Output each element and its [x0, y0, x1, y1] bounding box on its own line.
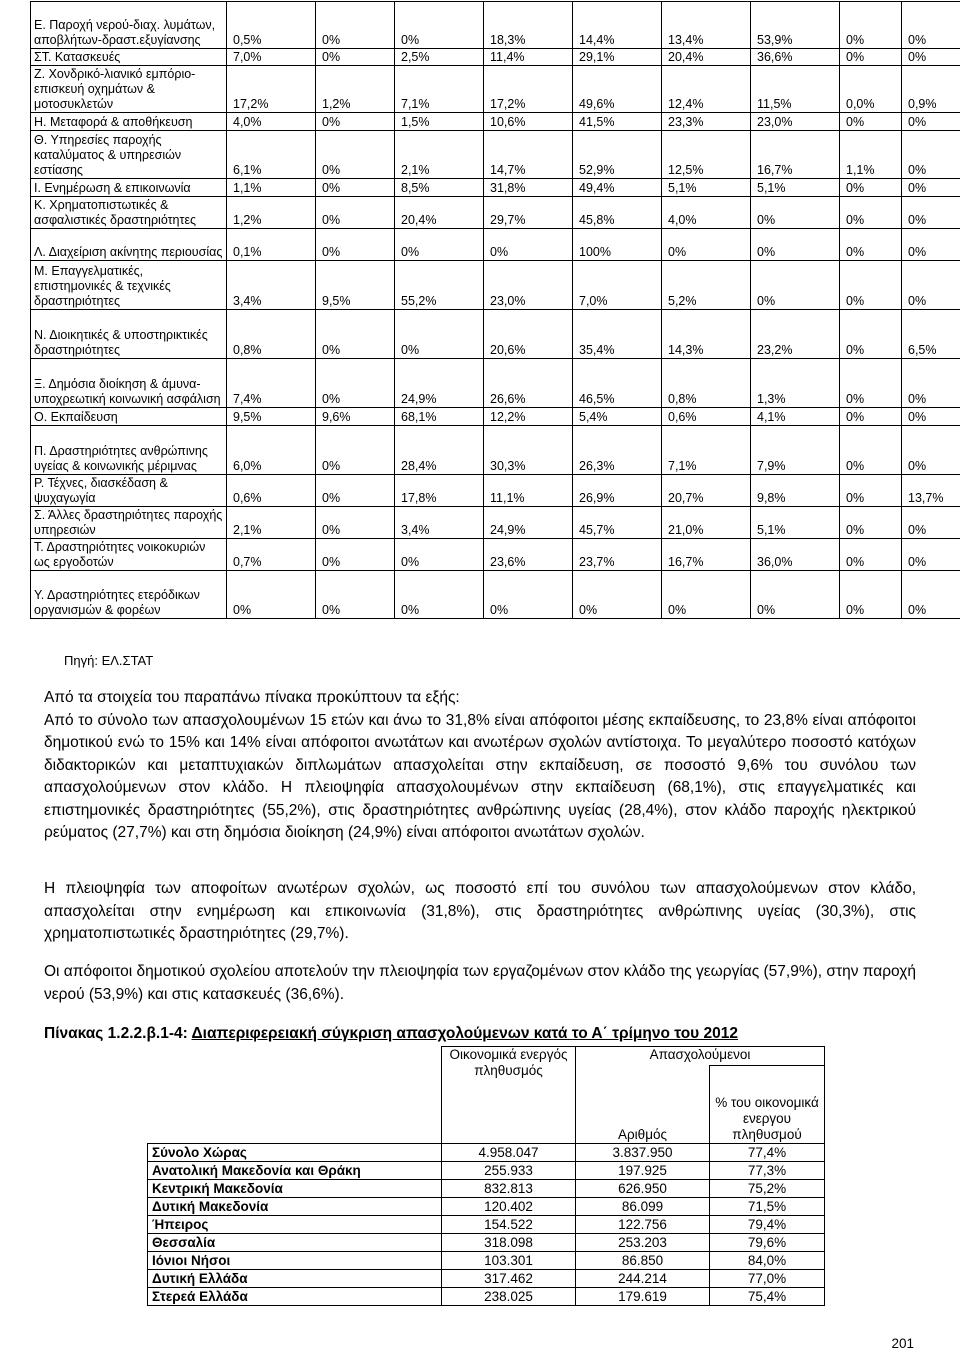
- percent-cell: 0%: [902, 426, 960, 475]
- paragraph-body: Από το σύνολο των απασχολουμένων 15 ετών και άνω το 31,8% είναι απόφοιτοι μέσης εκπαίδευσης, το 23,8% είναι απόφοιτοι δημοτικού ενώ το 15% και 14% είναι απόφοιτοι ανωτάτων και ανωτέρων σχολών αντίστοιχα. Το μεγαλύτερο ποσοστό κατόχων διδακτορικών και μεταπτυχιακών διπλωμάτων απασχολείται στην εκπαίδευση, σε ποσοστό 9,6% του συνόλου των απασχολούμενων στον κλάδο. Η πλειοψηφία απασχολουμένων στην εκπαίδευση (68,1%), στις επαγγελματικές και επιστημονικές δραστηριότητες (55,2%), στις δραστηριότητες ανθρώπινης υγείας (28,4%), στον κλάδο παροχής ηλεκτρικού ρεύματος (27,7%) και στη δημόσια διοίκηση (24,9%) είναι απόφοιτοι ανωτάτων σχολών.: [44, 711, 916, 841]
- percent-cell: 24,9%: [395, 359, 484, 408]
- percent-cell: 12,5%: [662, 131, 751, 179]
- percent-cell: 46,5%: [573, 359, 662, 408]
- percent-cell: 1,2%: [227, 197, 316, 229]
- table-row: [31, 179, 960, 197]
- percent-cell: 0%: [840, 49, 902, 66]
- sector-label: Ο. Εκπαίδευση: [31, 408, 227, 426]
- table-row: [31, 571, 960, 619]
- header-percent: % του οικονομικά ενεργου πληθυσμού: [710, 1066, 825, 1144]
- percent-cell: 11,5%: [751, 66, 840, 113]
- sector-label: Ι. Ενημέρωση & επικοινωνία: [31, 179, 227, 197]
- percent-cell: 13,4%: [662, 2, 751, 49]
- percent-cell: 49,6%: [573, 66, 662, 113]
- sector-label: Ε. Παροχή νερού-διαχ. λυμάτων, αποβλήτων-δραστ.εξυγίανσης: [31, 2, 227, 49]
- sector-label: Ζ. Χονδρικό-λιανικό εμπόριο-επισκευή οχημάτων & μοτοσυκλετών: [31, 66, 227, 113]
- percent-cell: 0%: [840, 229, 902, 261]
- percent-cell: 0%: [840, 261, 902, 310]
- percent-cell: 35,4%: [573, 310, 662, 359]
- table-row: [31, 539, 960, 571]
- header-blank-cell: [148, 1047, 442, 1144]
- percent-cell: 3,4%: [395, 507, 484, 539]
- percent-cell: 1,1%: [227, 179, 316, 197]
- percent-cell: 20,6%: [484, 310, 573, 359]
- sector-label: Ν. Διοικητικές & υποστηρικτικές δραστηριότητες: [31, 310, 227, 359]
- percent-cell: 6,5%: [902, 310, 960, 359]
- table-row: [31, 66, 960, 113]
- percent-cell: 7,1%: [662, 426, 751, 475]
- percent-cell: 0%: [662, 229, 751, 261]
- region-name: Στερεά Ελλάδα: [148, 1288, 442, 1306]
- active-population-cell: 238.025: [442, 1288, 576, 1306]
- percent-cell: 4,1%: [751, 408, 840, 426]
- percent-cell: 0%: [573, 571, 662, 619]
- table-row: [31, 131, 960, 179]
- percent-cell: 0%: [484, 571, 573, 619]
- percent-cell: 0%: [751, 571, 840, 619]
- percent-cell: 0%: [395, 571, 484, 619]
- sector-label: Λ. Διαχείριση ακίνητης περιουσίας: [31, 229, 227, 261]
- percent-cell: 14,7%: [484, 131, 573, 179]
- percent-cell: 14,4%: [573, 2, 662, 49]
- percent-cell: 23,6%: [484, 539, 573, 571]
- percent-cell: 0%: [316, 49, 395, 66]
- percent-cell: 0%: [840, 571, 902, 619]
- percent-cell: 1,3%: [751, 359, 840, 408]
- table-row: [31, 49, 960, 66]
- percent-cell: 26,3%: [573, 426, 662, 475]
- employed-number-cell: 3.837.950: [576, 1144, 710, 1162]
- percent-cell: 16,7%: [751, 131, 840, 179]
- percent-cell: 0%: [840, 179, 902, 197]
- table-row: [148, 1162, 825, 1180]
- employed-percent-cell: 77,4%: [710, 1144, 825, 1162]
- percent-cell: 0%: [902, 229, 960, 261]
- active-population-cell: 154.522: [442, 1216, 576, 1234]
- table-row: [148, 1288, 825, 1306]
- table-row: [31, 113, 960, 131]
- percent-cell: 0,6%: [227, 475, 316, 507]
- table-row: [31, 408, 960, 426]
- sector-label: Ξ. Δημόσια διοίκηση & άμυνα-υποχρεωτική κοινωνική ασφάλιση: [31, 359, 227, 408]
- percent-cell: 0%: [484, 229, 573, 261]
- percent-cell: 0%: [902, 359, 960, 408]
- percent-cell: 0%: [316, 179, 395, 197]
- percent-cell: 20,4%: [662, 49, 751, 66]
- percent-cell: 0%: [840, 359, 902, 408]
- percent-cell: 0%: [395, 539, 484, 571]
- percent-cell: 26,9%: [573, 475, 662, 507]
- percent-cell: 1,1%: [840, 131, 902, 179]
- active-population-cell: 318.098: [442, 1234, 576, 1252]
- region-name: Ιόνιοι Νήσοι: [148, 1252, 442, 1270]
- percent-cell: 36,6%: [751, 49, 840, 66]
- percent-cell: 5,1%: [751, 179, 840, 197]
- percent-cell: 0%: [902, 197, 960, 229]
- percent-cell: 7,1%: [395, 66, 484, 113]
- percent-cell: 0%: [902, 49, 960, 66]
- percent-cell: 53,9%: [751, 2, 840, 49]
- percent-cell: 100%: [573, 229, 662, 261]
- header-active-population: Οικονομικά ενεργός πληθυσμός: [442, 1047, 576, 1144]
- active-population-cell: 255.933: [442, 1162, 576, 1180]
- regional-comparison-table: [147, 1046, 825, 1306]
- sector-label: Η. Μεταφορά & αποθήκευση: [31, 113, 227, 131]
- employed-number-cell: 179.619: [576, 1288, 710, 1306]
- percent-cell: 12,4%: [662, 66, 751, 113]
- percent-cell: 20,4%: [395, 197, 484, 229]
- percent-cell: 8,5%: [395, 179, 484, 197]
- employed-percent-cell: 79,4%: [710, 1216, 825, 1234]
- sector-label: Τ. Δραστηριότητες νοικοκυριών ως εργοδοτών: [31, 539, 227, 571]
- percent-cell: 0%: [395, 310, 484, 359]
- percent-cell: 28,4%: [395, 426, 484, 475]
- percent-cell: 0%: [751, 229, 840, 261]
- table-row: [148, 1216, 825, 1234]
- table-row: [31, 426, 960, 475]
- table-row: [31, 197, 960, 229]
- percent-cell: 14,3%: [662, 310, 751, 359]
- percent-cell: 23,7%: [573, 539, 662, 571]
- percent-cell: 0%: [902, 571, 960, 619]
- active-population-cell: 832.813: [442, 1180, 576, 1198]
- percent-cell: 68,1%: [395, 408, 484, 426]
- percent-cell: 0%: [751, 261, 840, 310]
- percent-cell: 0,6%: [662, 408, 751, 426]
- percent-cell: 5,2%: [662, 261, 751, 310]
- table-source: Πηγή: ΕΛ.ΣΤΑΤ: [64, 653, 154, 668]
- percent-cell: 0%: [316, 113, 395, 131]
- table-caption: [44, 1025, 924, 1043]
- table-row: [31, 229, 960, 261]
- percent-cell: 0%: [840, 197, 902, 229]
- paragraph-primary-graduates: Οι απόφοιτοι δημοτικού σχολείου αποτελούν την πλειοψηφία των εργαζομένων στον κλάδο της γεωργίας (57,9%), στην παροχή νερού (53,9%) και στις κατασκευές (36,6%).: [44, 963, 916, 1003]
- sector-label: Ρ. Τέχνες, διασκέδαση & ψυχαγωγία: [31, 475, 227, 507]
- table-row: [31, 359, 960, 408]
- percent-cell: 29,7%: [484, 197, 573, 229]
- region-name: Κεντρική Μακεδονία: [148, 1180, 442, 1198]
- employed-number-cell: 197.925: [576, 1162, 710, 1180]
- percent-cell: 12,2%: [484, 408, 573, 426]
- paragraph-summary: [44, 687, 916, 845]
- percent-cell: 2,5%: [395, 49, 484, 66]
- percent-cell: 0%: [316, 426, 395, 475]
- employed-percent-cell: 84,0%: [710, 1252, 825, 1270]
- percent-cell: 0,8%: [662, 359, 751, 408]
- table-header-row: [148, 1047, 825, 1066]
- percent-cell: 36,0%: [751, 539, 840, 571]
- percent-cell: 0%: [316, 229, 395, 261]
- percent-cell: 0%: [662, 571, 751, 619]
- table-row: [31, 310, 960, 359]
- percent-cell: 9,5%: [316, 261, 395, 310]
- active-population-cell: 103.301: [442, 1252, 576, 1270]
- percent-cell: 0%: [840, 408, 902, 426]
- percent-cell: 0%: [316, 507, 395, 539]
- percent-cell: 0%: [395, 2, 484, 49]
- table-row: [148, 1144, 825, 1162]
- percent-cell: 17,8%: [395, 475, 484, 507]
- employed-percent-cell: 75,2%: [710, 1180, 825, 1198]
- percent-cell: 0%: [840, 426, 902, 475]
- percent-cell: 0%: [902, 131, 960, 179]
- percent-cell: 0%: [902, 113, 960, 131]
- percent-cell: 9,5%: [227, 408, 316, 426]
- sector-label: ΣΤ. Κατασκευές: [31, 49, 227, 66]
- percent-cell: 5,1%: [662, 179, 751, 197]
- percent-cell: 0%: [395, 229, 484, 261]
- percent-cell: 52,9%: [573, 131, 662, 179]
- percent-cell: 6,1%: [227, 131, 316, 179]
- employed-number-cell: 122.756: [576, 1216, 710, 1234]
- page-number: 201: [891, 1336, 914, 1351]
- percent-cell: 0%: [316, 131, 395, 179]
- sector-label: Σ. Άλλες δραστηριότητες παροχής υπηρεσιών: [31, 507, 227, 539]
- percent-cell: 7,0%: [573, 261, 662, 310]
- table-row: [31, 507, 960, 539]
- percent-cell: 0%: [840, 113, 902, 131]
- percent-cell: 0%: [751, 197, 840, 229]
- percent-cell: 2,1%: [227, 507, 316, 539]
- region-name: Δυτική Ελλάδα: [148, 1270, 442, 1288]
- percent-cell: 17,2%: [227, 66, 316, 113]
- employed-number-cell: 626.950: [576, 1180, 710, 1198]
- percent-cell: 41,5%: [573, 113, 662, 131]
- percent-cell: 7,0%: [227, 49, 316, 66]
- header-employed: Απασχολούμενοι: [576, 1047, 825, 1066]
- education-by-sector-table: [30, 1, 960, 619]
- paragraph-higher-graduates: Η πλειοψηφία των αποφοίτων ανωτέρων σχολών, ως ποσοστό επί του συνόλου των απασχολούμενων στον κλάδο, απασχολείται στην ενημέρωση και επικοινωνία (31,8%), στις δραστηριότητες ανθρώπινης υγείας (30,3%), στις χρηματοπιστωτικές δραστηριότητες (29,7%).: [44, 880, 916, 942]
- percent-cell: 45,8%: [573, 197, 662, 229]
- percent-cell: 0%: [840, 475, 902, 507]
- percent-cell: 23,2%: [751, 310, 840, 359]
- percent-cell: 0%: [316, 197, 395, 229]
- percent-cell: 0%: [840, 507, 902, 539]
- percent-cell: 4,0%: [227, 113, 316, 131]
- employed-percent-cell: 79,6%: [710, 1234, 825, 1252]
- employed-percent-cell: 75,4%: [710, 1288, 825, 1306]
- percent-cell: 1,5%: [395, 113, 484, 131]
- percent-cell: 11,4%: [484, 49, 573, 66]
- sector-label: Θ. Υπηρεσίες παροχής καταλύματος & υπηρεσιών εστίασης: [31, 131, 227, 179]
- percent-cell: 0,1%: [227, 229, 316, 261]
- percent-cell: 0,7%: [227, 539, 316, 571]
- employed-percent-cell: 77,3%: [710, 1162, 825, 1180]
- percent-cell: 31,8%: [484, 179, 573, 197]
- table-row: [148, 1198, 825, 1216]
- percent-cell: 0%: [316, 475, 395, 507]
- percent-cell: 0%: [840, 310, 902, 359]
- percent-cell: 0%: [902, 539, 960, 571]
- percent-cell: 18,3%: [484, 2, 573, 49]
- percent-cell: 26,6%: [484, 359, 573, 408]
- percent-cell: 2,1%: [395, 131, 484, 179]
- percent-cell: 0%: [316, 310, 395, 359]
- region-name: Θεσσαλία: [148, 1234, 442, 1252]
- percent-cell: 0%: [316, 571, 395, 619]
- percent-cell: 0%: [840, 2, 902, 49]
- active-population-cell: 120.402: [442, 1198, 576, 1216]
- sector-label: Υ. Δραστηριότητες ετερόδικων οργανισμών & φορέων: [31, 571, 227, 619]
- percent-cell: 1,2%: [316, 66, 395, 113]
- percent-cell: 16,7%: [662, 539, 751, 571]
- percent-cell: 9,6%: [316, 408, 395, 426]
- sector-label: Π. Δραστηριότητες ανθρώπινης υγείας & κοινωνικής μέριμνας: [31, 426, 227, 475]
- percent-cell: 49,4%: [573, 179, 662, 197]
- percent-cell: 9,8%: [751, 475, 840, 507]
- active-population-cell: 4.958.047: [442, 1144, 576, 1162]
- paragraph-intro: Από τα στοιχεία του παραπάνω πίνακα προκύπτουν τα εξής:: [44, 689, 460, 706]
- table-row: [148, 1180, 825, 1198]
- percent-cell: 23,0%: [751, 113, 840, 131]
- percent-cell: 13,7%: [902, 475, 960, 507]
- employed-number-cell: 253.203: [576, 1234, 710, 1252]
- employed-number-cell: 86.850: [576, 1252, 710, 1270]
- percent-cell: 0%: [316, 2, 395, 49]
- percent-cell: 0%: [902, 261, 960, 310]
- percent-cell: 4,0%: [662, 197, 751, 229]
- table-row: [31, 261, 960, 310]
- percent-cell: 0%: [840, 539, 902, 571]
- percent-cell: 24,9%: [484, 507, 573, 539]
- sector-label: Κ. Χρηματοπιστωτικές & ασφαλιστικές δραστηριότητες: [31, 197, 227, 229]
- percent-cell: 0%: [902, 2, 960, 49]
- table-row: [31, 2, 960, 49]
- region-name: Δυτική Μακεδονία: [148, 1198, 442, 1216]
- percent-cell: 10,6%: [484, 113, 573, 131]
- table-row: [31, 475, 960, 507]
- active-population-cell: 317.462: [442, 1270, 576, 1288]
- region-name: Ήπειρος: [148, 1216, 442, 1234]
- percent-cell: 55,2%: [395, 261, 484, 310]
- header-number: Αριθμός: [576, 1066, 710, 1144]
- employed-percent-cell: 77,0%: [710, 1270, 825, 1288]
- sector-label: Μ. Επαγγελματικές, επιστημονικές & τεχνικές δραστηριότητες: [31, 261, 227, 310]
- percent-cell: 0%: [316, 539, 395, 571]
- percent-cell: 0,9%: [902, 66, 960, 113]
- percent-cell: 0,5%: [227, 2, 316, 49]
- table-caption-title: Διαπεριφερειακή σύγκριση απασχολούμενων κατά το Α΄ τρίμηνο του 2012: [191, 1025, 738, 1042]
- percent-cell: 21,0%: [662, 507, 751, 539]
- table-caption-number: Πίνακας 1.2.2.β.1-4:: [44, 1025, 192, 1042]
- percent-cell: 23,0%: [484, 261, 573, 310]
- employed-number-cell: 244.214: [576, 1270, 710, 1288]
- table-row: [148, 1252, 825, 1270]
- percent-cell: 0%: [316, 359, 395, 408]
- percent-cell: 5,1%: [751, 507, 840, 539]
- employed-number-cell: 86.099: [576, 1198, 710, 1216]
- percent-cell: 23,3%: [662, 113, 751, 131]
- percent-cell: 7,9%: [751, 426, 840, 475]
- region-name: Ανατολική Μακεδονία και Θράκη: [148, 1162, 442, 1180]
- percent-cell: 7,4%: [227, 359, 316, 408]
- percent-cell: 45,7%: [573, 507, 662, 539]
- percent-cell: 17,2%: [484, 66, 573, 113]
- percent-cell: 29,1%: [573, 49, 662, 66]
- percent-cell: 30,3%: [484, 426, 573, 475]
- percent-cell: 0%: [227, 571, 316, 619]
- percent-cell: 3,4%: [227, 261, 316, 310]
- percent-cell: 0%: [902, 179, 960, 197]
- percent-cell: 0,0%: [840, 66, 902, 113]
- percent-cell: 20,7%: [662, 475, 751, 507]
- table-row: [148, 1234, 825, 1252]
- percent-cell: 5,4%: [573, 408, 662, 426]
- percent-cell: 0%: [902, 408, 960, 426]
- region-name: Σύνολο Χώρας: [148, 1144, 442, 1162]
- percent-cell: 0%: [902, 507, 960, 539]
- percent-cell: 11,1%: [484, 475, 573, 507]
- percent-cell: 6,0%: [227, 426, 316, 475]
- table-row: [148, 1270, 825, 1288]
- employed-percent-cell: 71,5%: [710, 1198, 825, 1216]
- percent-cell: 0,8%: [227, 310, 316, 359]
